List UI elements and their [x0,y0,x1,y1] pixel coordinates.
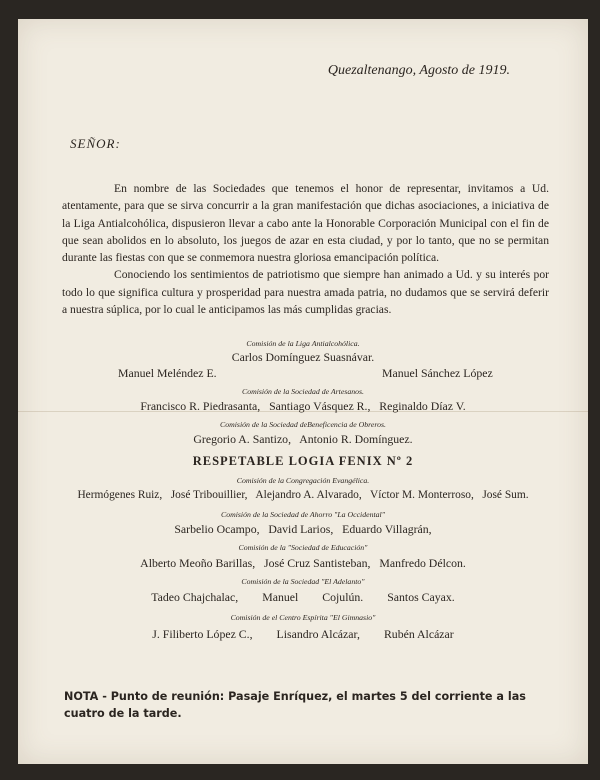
names-adelanto [18,590,588,605]
paragraph-2: Conociendo los sentimientos de patriotismo que siempre han animado a Ud. y su interés por todo lo que significa cultura y prosperidad para nuestra amada patria, no dudamos que se servirá deferir a nuestra súplica, por lo cual le anticipamos las más cumplidas gracias. [62,268,549,317]
caption-beneficencia: Comisión de la Sociedad deBeneficencia de Obreros. [220,420,386,429]
caption-ahorro: Comisión de la Sociedad de Ahorro "La Occidental" [221,510,385,519]
names-gimnasio [18,627,588,642]
name-adelanto-3: Cojulún. [322,590,364,604]
names-ahorro: Sarbelio Ocampo, David Larios, Eduardo Villagrán, [174,522,432,536]
name-gimnasio-1: J. Filiberto López C., [152,627,253,641]
paragraph-1: En nombre de las Sociedades que tenemos el honor de representar, invitamos a Ud. atentamente, para que se sirva concurrir a la gran manifestación que dichas asociaciones, a iniciativa de la Liga Antialcohólica, dispusieron llevar a cabo ante la Honorable Corporación Municipal con el fin de que sean abolidos en lo absoluto, los juegos de azar en esta ciudad, y por lo tanto, que no se permitan durante las fiestas con que se conmemora nuestra gloriosa emancipación política. [62,182,549,265]
names-evangelica: Hermógenes Ruiz, José Tribouillier, Alejandro A. Alvarado, Víctor M. Monterroso, José Sum. [77,489,529,501]
names-liga-left: Manuel Meléndez E. [118,366,217,380]
caption-gimnasio: Comisión de el Centro Espírita "El Gimnasio" [230,613,376,622]
place-date: Quezaltenango, Agosto de 1919. [327,63,510,78]
names-artesanos: Francisco R. Piedrasanta, Santiago Vásquez R., Reginaldo Díaz V. [140,399,466,413]
names-liga-right: Manuel Sánchez López [382,366,493,380]
names-liga-center: Carlos Domínguez Suasnávar. [231,350,375,364]
name-adelanto-1: Tadeo Chajchalac, [151,590,239,604]
names-educacion: Alberto Meoño Barillas, José Cruz Santisteban, Manfredo Délcon. [140,556,466,570]
caption-artesanos: Comisión de la Sociedad de Artesanos. [242,387,364,396]
caption-educacion: Comisión de la "Sociedad de Educación" [238,543,368,552]
caption-liga: Comisión de la Liga Antialcohólica. [246,339,360,348]
document-page [18,19,588,764]
caption-adelanto: Comisión de la Sociedad "El Adelanto" [241,577,365,586]
letter-body [62,180,549,318]
names-beneficencia: Gregorio A. Santizo, Antonio R. Domínguez. [193,432,413,446]
name-gimnasio-3: Rubén Alcázar [383,627,454,641]
name-adelanto-4: Santos Cayax. [387,590,455,604]
name-adelanto-2: Manuel [262,590,299,604]
caption-evangelica: Comisión de la Congregación Evangélica. [236,476,370,485]
salutation: SEÑOR: [70,136,121,151]
logia-title: RESPETABLE LOGIA FENIX Nº 2 [192,454,414,468]
name-gimnasio-2: Lisandro Alcázar, [276,627,360,641]
nota: NOTA - Punto de reunión: Pasaje Enríquez, el martes 5 del corriente a las cuatro de la tarde. [64,690,526,720]
